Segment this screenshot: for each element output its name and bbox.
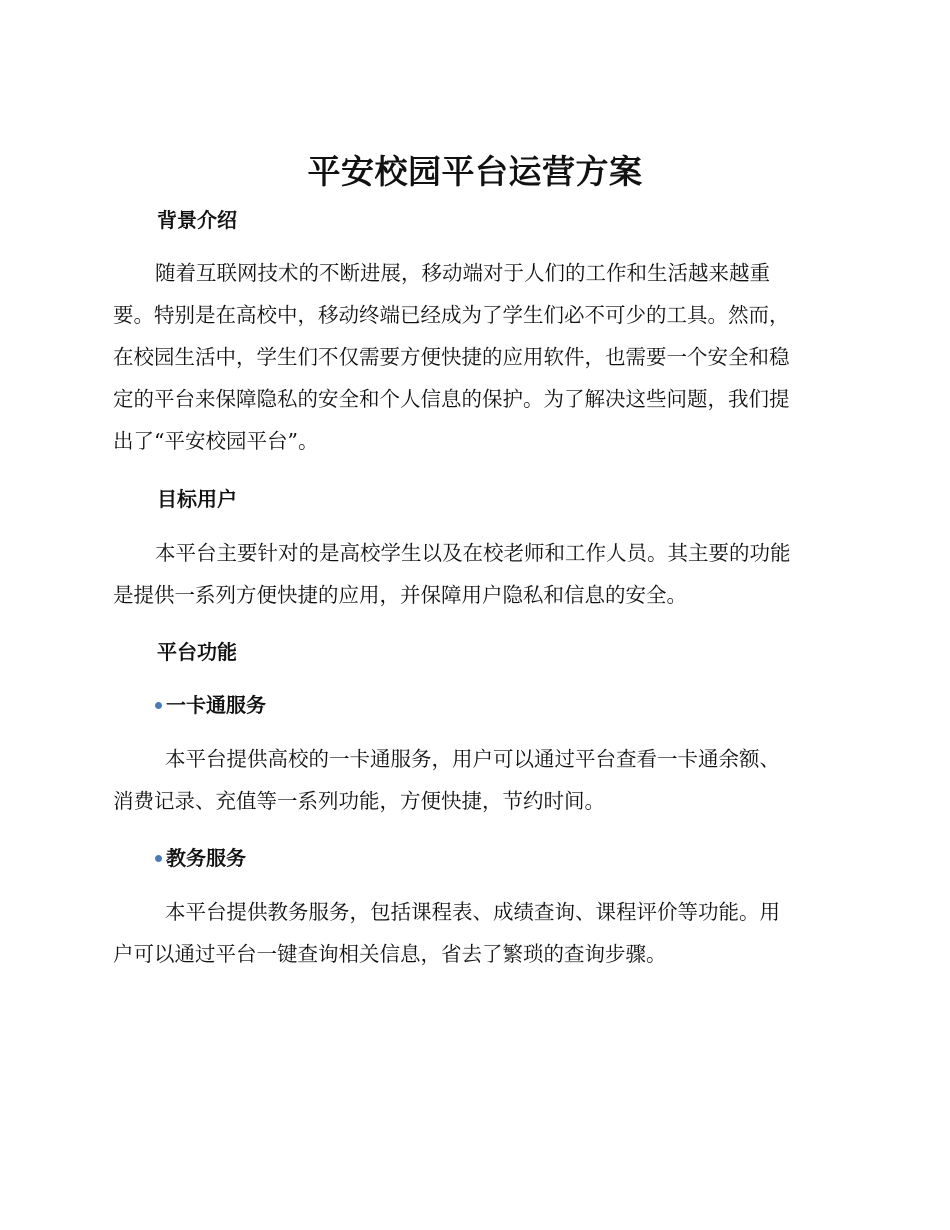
paragraph-target-users [113,532,833,616]
subsection-heading-text: 教务服务 [166,846,246,870]
paragraph-line: 本平台提供高校的一卡通服务，用户可以通过平台查看一卡通余额、 [165,747,780,771]
paragraph-line: 是提供一系列方便快捷的应用，并保障用户隐私和信息的安全。 [113,583,687,607]
paragraph-line: 本平台提供教务服务，包括课程表、成绩查询、课程评价等功能。用 [165,900,780,924]
paragraph-line: 户可以通过平台一键查询相关信息，省去了繁琐的查询步骤。 [113,942,667,966]
subsection-heading-card-service [155,692,266,718]
paragraph-academic-service [113,891,833,975]
paragraph-line: 消费记录、充值等一系列功能，方便快捷，节约时间。 [113,789,605,813]
subsection-heading-academic-service [155,845,246,871]
paragraph-line: 出了“平安校园平台”。 [113,429,319,453]
paragraph-line: 要。特别是在高校中，移动终端已经成为了学生们必不可少的工具。然而， [113,303,790,327]
paragraph-line: 定的平台来保障隐私的安全和个人信息的保护。为了解决这些问题，我们提 [113,387,790,411]
paragraph-line: 在校园生活中，学生们不仅需要方便快捷的应用软件，也需要一个安全和稳 [113,345,790,369]
paragraph-line: 本平台主要针对的是高校学生以及在校老师和工作人员。其主要的功能 [155,541,791,565]
document-title: 平安校园平台运营方案 [307,152,643,191]
section-heading-target-users: 目标用户 [157,487,237,511]
paragraph-line: 随着互联网技术的不断进展，移动端对于人们的工作和生活越来越重 [155,261,770,285]
section-heading-background: 背景介绍 [157,208,237,232]
bullet-dot-icon [155,855,162,862]
subsection-heading-text: 一卡通服务 [166,693,266,717]
bullet-dot-icon [155,702,162,709]
section-heading-features: 平台功能 [157,640,237,664]
paragraph-card-service [113,738,833,822]
paragraph-background [113,252,833,462]
